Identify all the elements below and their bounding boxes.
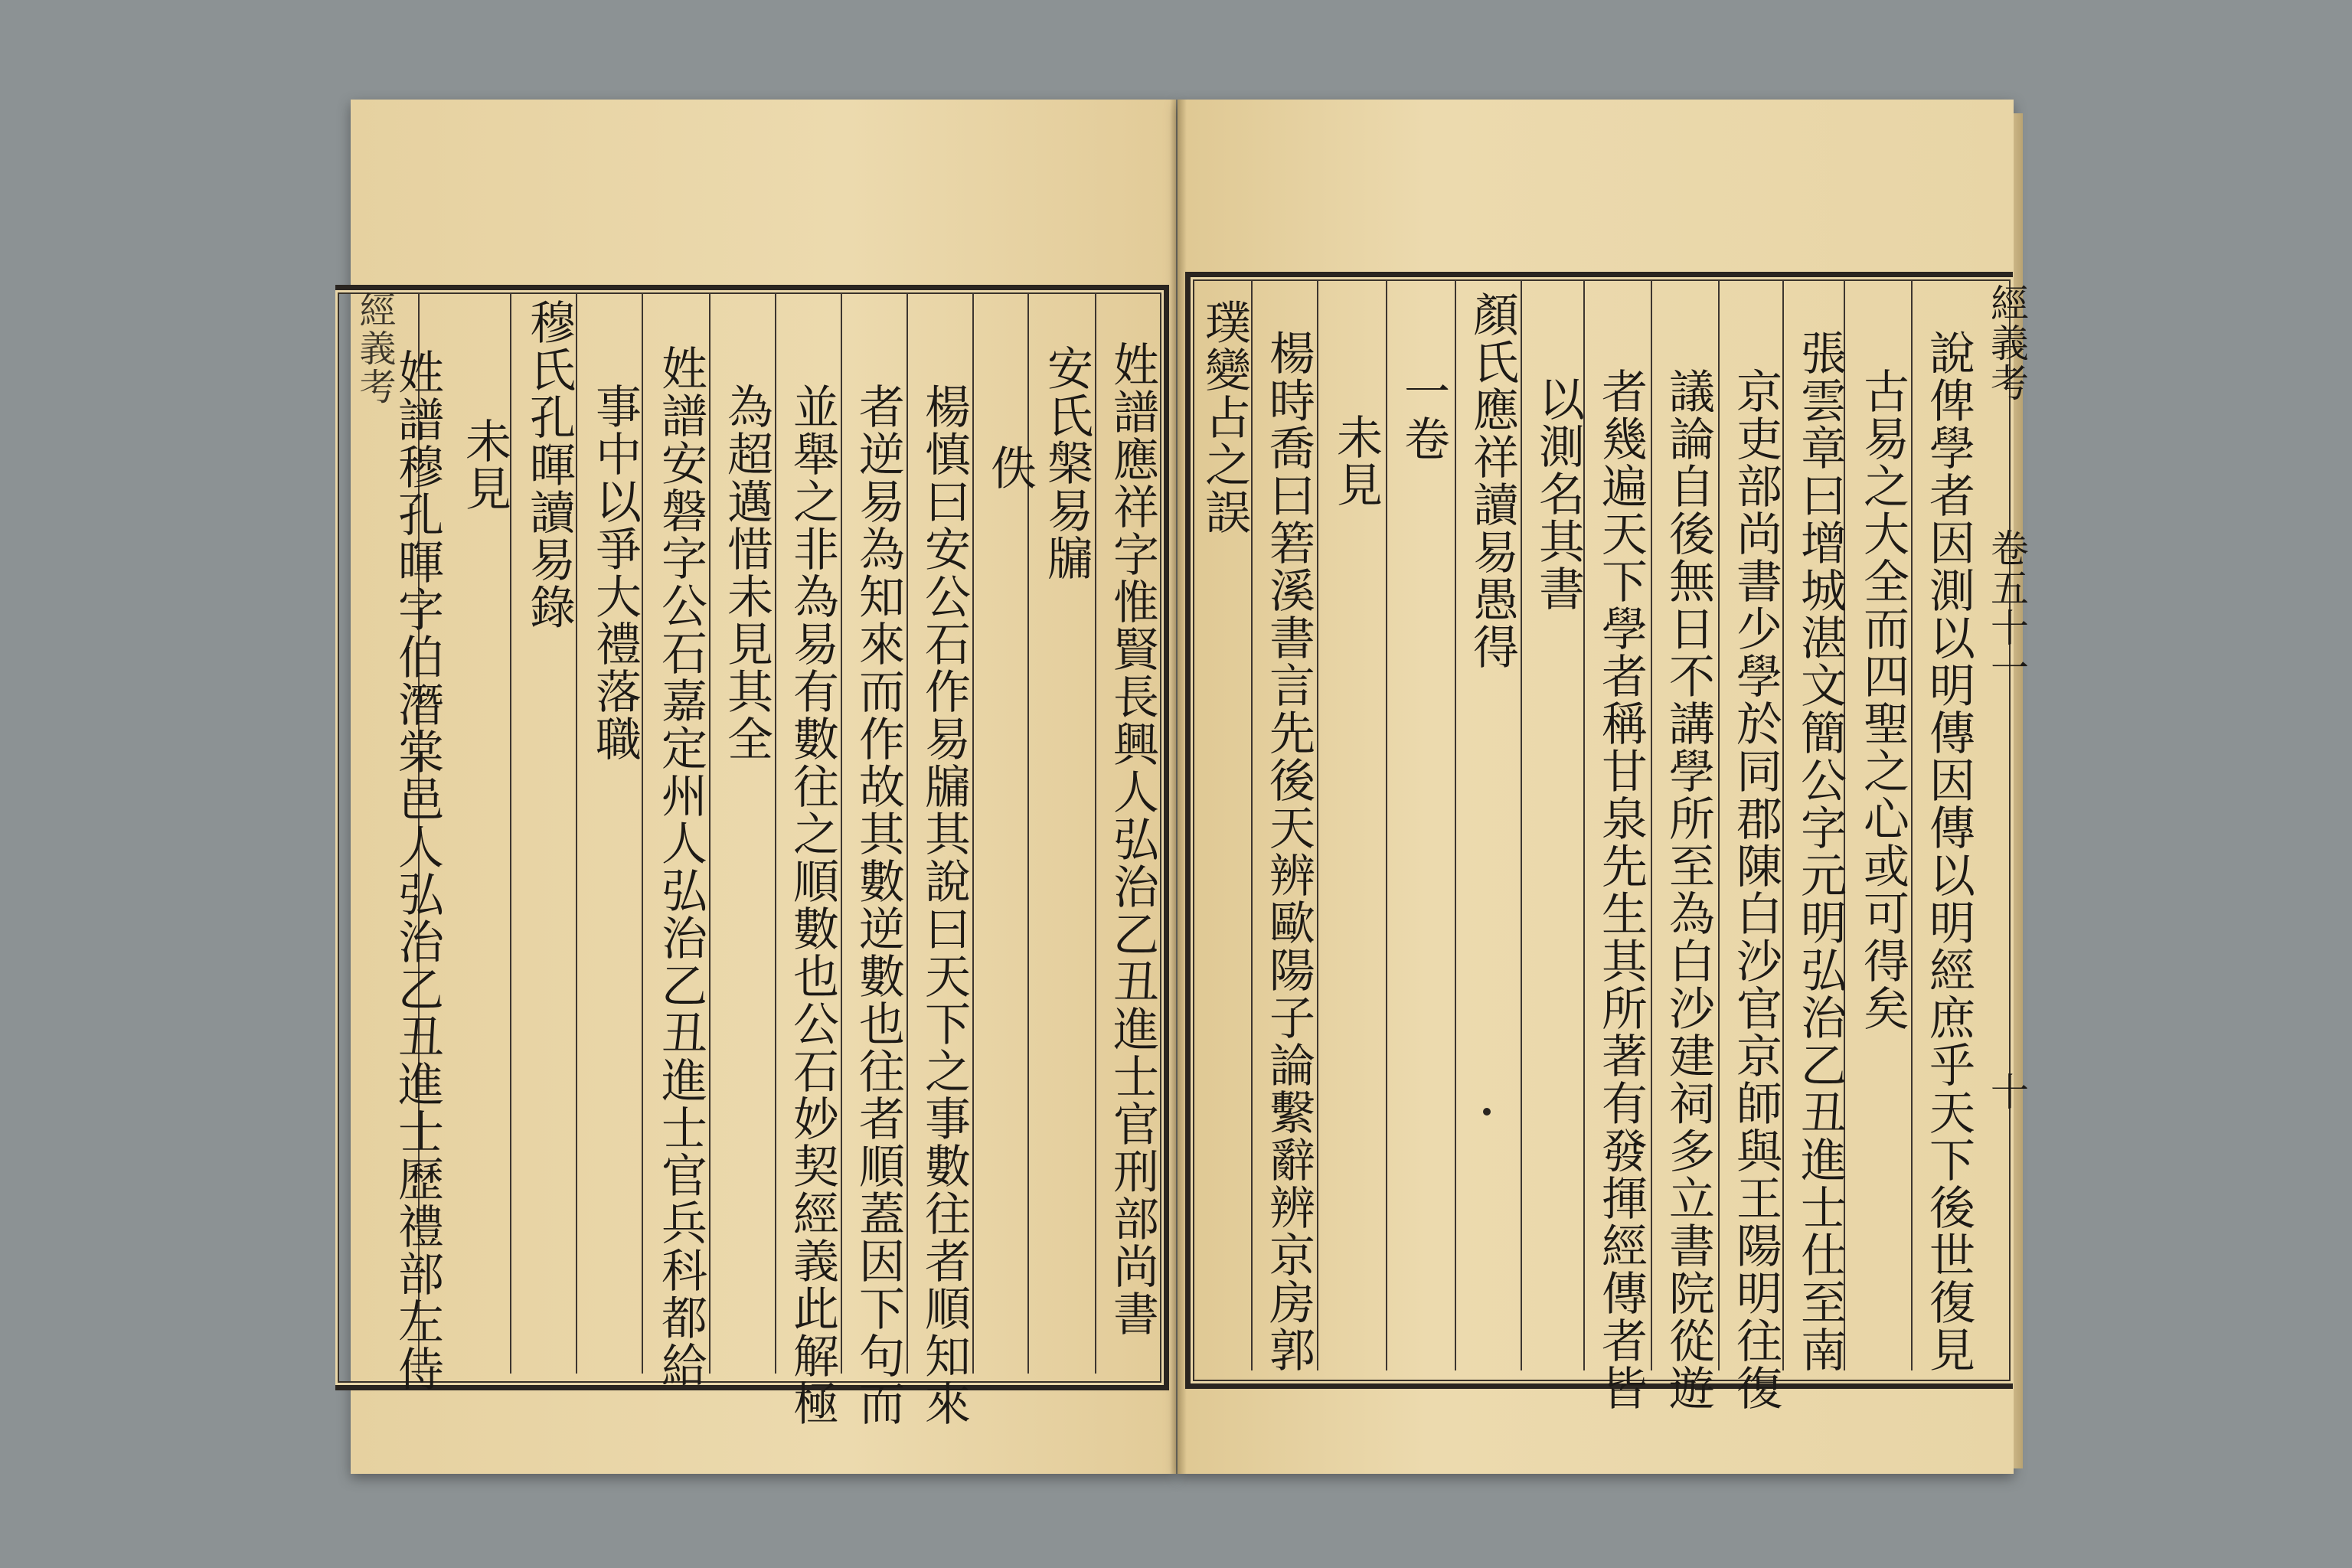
text-column-l8: 姓譜安磐字公石嘉定州人弘治乙丑進士官兵科都給 — [654, 345, 707, 1389]
text-column-r8: 以測名其書 — [1531, 375, 1585, 612]
text-column-l2: 安氏槃易牖 — [1040, 345, 1093, 582]
text-column-r13: 璞變占之誤 — [1197, 299, 1251, 536]
ink-dot — [1483, 1108, 1491, 1116]
text-column-l1: 姓譜應祥字惟賢長興人弘治乙丑進士官刑部尚書 — [1106, 341, 1159, 1338]
text-column-r7: 者幾遍天下學者稱甘泉先生其所著有發揮經傳者皆 — [1594, 368, 1648, 1412]
fascicle-number: 卷五十一 — [1984, 528, 2029, 688]
text-column-l3: 佚 — [983, 444, 1037, 492]
text-column-l9: 事中以爭大禮落職 — [588, 383, 642, 763]
text-column-l4: 楊慎曰安公石作易牖其說曰天下之事數往者順知來 — [917, 383, 971, 1427]
text-column-l7: 為超邁惜未見其全 — [720, 383, 773, 763]
text-column-r10: 一卷 — [1396, 368, 1450, 462]
text-column-l6: 並舉之非為易有數往之順數也公石妙契經義此解極 — [786, 383, 839, 1427]
text-column-r5: 京吏部尚書少學於同郡陳白沙官京師與王陽明往復 — [1729, 368, 1782, 1412]
text-column-r3: 古易之大全而四聖之心或可得矣 — [1856, 368, 1909, 1032]
text-column-l12: 姓譜穆孔暉字伯潛棠邑人弘治乙丑進士歷禮部左侍 — [390, 348, 444, 1393]
text-column-r6: 議論自後無日不講學所至為白沙建祠多立書院從遊 — [1661, 368, 1715, 1412]
text-column-l11: 未見 — [458, 417, 511, 512]
text-column-r11: 未見 — [1329, 413, 1383, 508]
text-column-r12: 楊時喬曰箬溪書言先後天辨歐陽子論繫辭辨京房郭 — [1262, 329, 1315, 1374]
text-column-r9: 顏氏應祥讀易愚得 — [1465, 291, 1519, 671]
running-title-right: 經義考 — [1984, 283, 2029, 403]
text-column-r4: 張雲章曰增城湛文簡公字元明弘治乙丑進士仕至南 — [1793, 329, 1847, 1374]
text-column-l10: 穆氏孔暉讀易錄 — [522, 299, 576, 631]
book-gutter — [1170, 100, 1187, 1474]
text-column-l5: 者逆易為知來而作故其數逆數也往者順蓋因下句而 — [851, 383, 905, 1427]
running-title-left: 經義考 — [353, 291, 396, 406]
leaf-number: 十 — [1984, 1072, 2029, 1112]
text-column-r2: 說俾學者因測以明傳因傳以明經庶乎天下後世復見 — [1922, 329, 1975, 1374]
